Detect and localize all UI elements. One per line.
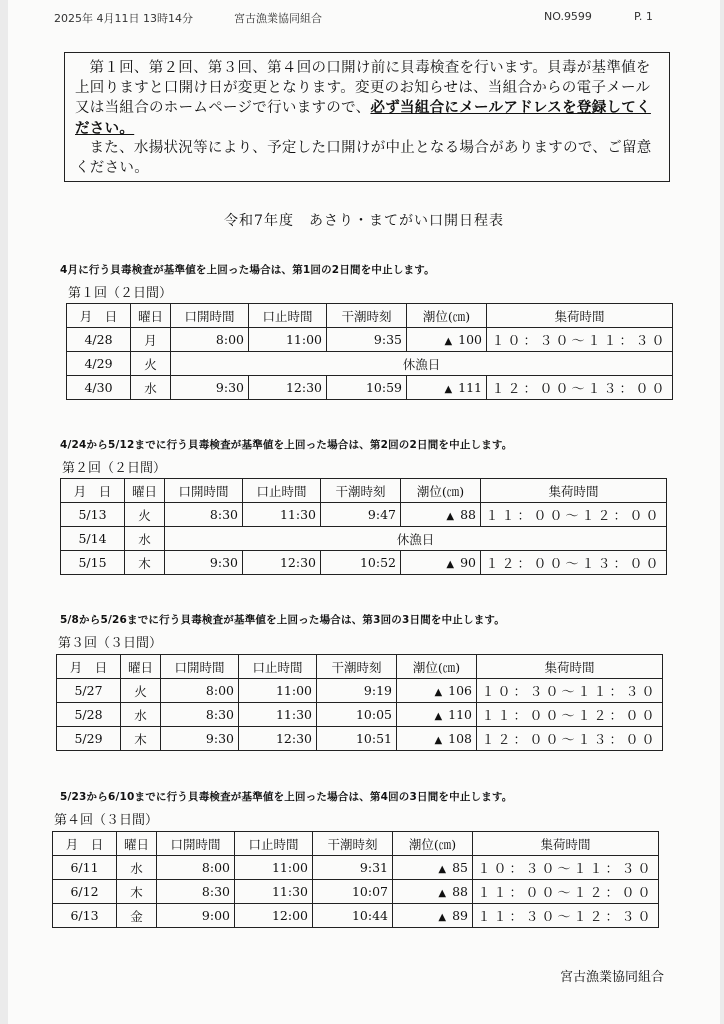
round-note: 4/24から5/12までに行う貝毒検査が基準値を上回った場合は、第2回の2日間を中止します。 (60, 439, 513, 451)
table-row (61, 527, 667, 551)
round-label: 第３回（３日間） (58, 636, 163, 651)
cell-date: 6/11 (53, 856, 117, 880)
header-tide-level: 潮位(㎝) (393, 832, 473, 856)
cell-shipping-time: １１：３０〜１２：３０ (473, 904, 659, 928)
low-tide-triangle-icon: ▲ (444, 384, 453, 395)
cell-close-time: 11:30 (239, 703, 317, 727)
header-shipping-time: 集荷時間 (481, 479, 667, 503)
cell-holiday: 休漁日 (171, 352, 673, 376)
cell-shipping-time: １０：３０〜１１：３０ (487, 328, 673, 352)
header-low-tide: 干潮時刻 (327, 304, 407, 328)
header-tide-level: 潮位(㎝) (401, 479, 481, 503)
tide-value: 90 (460, 555, 476, 570)
low-tide-triangle-icon: ▲ (438, 888, 447, 899)
cell-date: 5/29 (57, 727, 121, 751)
notice-paragraph-2: また、水揚状況等により、予定した口開けが中止となる場合がありますので、ご留意ください。 (75, 140, 652, 176)
schedule-table (52, 831, 659, 928)
cell-close-time: 12:00 (235, 904, 313, 928)
round-note: 4月に行う貝毒検査が基準値を上回った場合は、第1回の2日間を中止します。 (60, 264, 435, 276)
tide-value: 85 (452, 860, 468, 875)
cell-holiday: 休漁日 (165, 527, 667, 551)
notice-box (64, 52, 670, 182)
cell-open-time: 8:30 (165, 503, 243, 527)
cell-date: 6/12 (53, 880, 117, 904)
tide-value: 89 (452, 908, 468, 923)
cell-shipping-time: １２：００〜１３：００ (487, 376, 673, 400)
cell-shipping-time: １１：００〜１２：００ (473, 880, 659, 904)
header-low-tide: 干潮時刻 (313, 832, 393, 856)
fax-number: NO.9599 (544, 10, 592, 23)
cell-open-time: 9:30 (161, 727, 239, 751)
header-low-tide: 干潮時刻 (317, 655, 397, 679)
header-date: 月 日 (53, 832, 117, 856)
header-date: 月 日 (67, 304, 131, 328)
fax-sender: 宮古漁業協同組合 (234, 12, 322, 25)
cell-weekday: 火 (121, 679, 161, 703)
header-tide-level: 潮位(㎝) (407, 304, 487, 328)
cell-tide-level (397, 703, 477, 727)
header-weekday: 曜日 (117, 832, 157, 856)
cell-shipping-time: １２：００〜１３：００ (477, 727, 663, 751)
header-weekday: 曜日 (125, 479, 165, 503)
cell-close-time: 12:30 (243, 551, 321, 575)
low-tide-triangle-icon: ▲ (438, 864, 447, 875)
cell-close-time: 11:30 (243, 503, 321, 527)
header-close-time: 口止時間 (249, 304, 327, 328)
cell-weekday: 金 (117, 904, 157, 928)
cell-tide-level (397, 679, 477, 703)
header-shipping-time: 集荷時間 (477, 655, 663, 679)
cell-low-tide: 10:07 (313, 880, 393, 904)
cell-close-time: 11:30 (235, 880, 313, 904)
cell-open-time: 9:00 (157, 904, 235, 928)
table-row (57, 679, 663, 703)
tide-value: 111 (458, 380, 482, 395)
cell-date: 4/30 (67, 376, 131, 400)
cell-tide-level (393, 856, 473, 880)
header-date: 月 日 (61, 479, 125, 503)
cell-weekday: 月 (131, 328, 171, 352)
cell-close-time: 11:00 (235, 856, 313, 880)
table-row (67, 328, 673, 352)
cell-shipping-time: １０：３０〜１１：３０ (473, 856, 659, 880)
header-shipping-time: 集荷時間 (473, 832, 659, 856)
table-row (61, 551, 667, 575)
cell-weekday: 火 (125, 503, 165, 527)
cell-close-time: 11:00 (249, 328, 327, 352)
cell-low-tide: 10:05 (317, 703, 397, 727)
header-open-time: 口開時間 (165, 479, 243, 503)
cell-tide-level (393, 904, 473, 928)
schedule-table (60, 478, 667, 575)
header-close-time: 口止時間 (235, 832, 313, 856)
cell-low-tide: 10:59 (327, 376, 407, 400)
table-header-row (67, 304, 673, 328)
notice-emphasis: 必ず当組合にメールアドレスを登録してください。 (75, 99, 651, 137)
header-shipping-time: 集荷時間 (487, 304, 673, 328)
schedule-title: 令和7年度 あさり・まてがい口開日程表 (224, 213, 504, 229)
low-tide-triangle-icon: ▲ (434, 687, 443, 698)
header-close-time: 口止時間 (243, 479, 321, 503)
cell-open-time: 9:30 (165, 551, 243, 575)
cell-open-time: 8:00 (161, 679, 239, 703)
low-tide-triangle-icon: ▲ (446, 511, 455, 522)
header-date: 月 日 (57, 655, 121, 679)
cell-close-time: 11:00 (239, 679, 317, 703)
cell-shipping-time: １１：００〜１２：００ (481, 503, 667, 527)
low-tide-triangle-icon: ▲ (434, 711, 443, 722)
low-tide-triangle-icon: ▲ (434, 735, 443, 746)
cell-low-tide: 9:31 (313, 856, 393, 880)
cell-weekday: 木 (121, 727, 161, 751)
schedule-table (56, 654, 663, 751)
table-row (57, 727, 663, 751)
header-weekday: 曜日 (131, 304, 171, 328)
cell-date: 5/28 (57, 703, 121, 727)
cell-weekday: 水 (117, 856, 157, 880)
notice-text: 第１回、第２回、第３回、第４回の口開け前に貝毒検査を行います。貝毒が基準値を上回りますと口開け日が変更となります。変更のお知らせは、当組合からの電子メール又は当組合のホームページで行いますので、 (75, 60, 651, 116)
round-label: 第１回（２日間） (68, 286, 173, 301)
table-row (57, 703, 663, 727)
cell-shipping-time: １２：００〜１３：００ (481, 551, 667, 575)
table-row (67, 376, 673, 400)
low-tide-triangle-icon: ▲ (446, 559, 455, 570)
round-note: 5/23から6/10までに行う貝毒検査が基準値を上回った場合は、第4回の3日間を中止します。 (60, 791, 513, 803)
low-tide-triangle-icon: ▲ (444, 336, 453, 347)
cell-tide-level (401, 551, 481, 575)
cell-tide-level (397, 727, 477, 751)
header-open-time: 口開時間 (157, 832, 235, 856)
table-row (53, 904, 659, 928)
cell-shipping-time: １１：００〜１２：００ (477, 703, 663, 727)
cell-weekday: 水 (121, 703, 161, 727)
tide-value: 110 (448, 707, 472, 722)
cell-weekday: 木 (117, 880, 157, 904)
cell-low-tide: 10:51 (317, 727, 397, 751)
header-open-time: 口開時間 (171, 304, 249, 328)
cell-low-tide: 10:52 (321, 551, 401, 575)
round-label: 第２回（２日間） (62, 461, 167, 476)
cell-open-time: 8:30 (157, 880, 235, 904)
table-header-row (57, 655, 663, 679)
header-close-time: 口止時間 (239, 655, 317, 679)
cell-tide-level (401, 503, 481, 527)
header-low-tide: 干潮時刻 (321, 479, 401, 503)
fax-header (54, 10, 680, 26)
table-header-row (61, 479, 667, 503)
fax-page-number: P. 1 (634, 10, 653, 23)
table-row (53, 856, 659, 880)
cell-open-time: 9:30 (171, 376, 249, 400)
table-row (61, 503, 667, 527)
cell-weekday: 水 (131, 376, 171, 400)
cell-open-time: 8:30 (161, 703, 239, 727)
cell-date: 4/28 (67, 328, 131, 352)
cell-date: 5/14 (61, 527, 125, 551)
tide-value: 100 (458, 332, 482, 347)
tide-value: 88 (452, 884, 468, 899)
round-note: 5/8から5/26までに行う貝毒検査が基準値を上回った場合は、第3回の3日間を中止します。 (60, 614, 505, 626)
cell-weekday: 木 (125, 551, 165, 575)
cell-open-time: 8:00 (157, 856, 235, 880)
notice-paragraph-1 (75, 59, 659, 139)
fax-page (8, 0, 720, 1024)
cell-tide-level (393, 880, 473, 904)
cell-low-tide: 9:35 (327, 328, 407, 352)
cell-close-time: 12:30 (249, 376, 327, 400)
cell-date: 6/13 (53, 904, 117, 928)
footer-organization: 宮古漁業協同組合 (559, 970, 664, 985)
cell-low-tide: 9:19 (317, 679, 397, 703)
table-row (53, 880, 659, 904)
cell-weekday: 水 (125, 527, 165, 551)
cell-weekday: 火 (131, 352, 171, 376)
cell-low-tide: 9:47 (321, 503, 401, 527)
cell-date: 5/13 (61, 503, 125, 527)
cell-tide-level (407, 376, 487, 400)
cell-tide-level (407, 328, 487, 352)
round-label: 第４回（３日間） (54, 813, 159, 828)
header-tide-level: 潮位(㎝) (397, 655, 477, 679)
tide-value: 88 (460, 507, 476, 522)
table-row (67, 352, 673, 376)
cell-close-time: 12:30 (239, 727, 317, 751)
cell-open-time: 8:00 (171, 328, 249, 352)
tide-value: 106 (448, 683, 472, 698)
schedule-table (66, 303, 673, 400)
header-weekday: 曜日 (121, 655, 161, 679)
cell-shipping-time: １０：３０〜１１：３０ (477, 679, 663, 703)
cell-date: 5/27 (57, 679, 121, 703)
low-tide-triangle-icon: ▲ (438, 912, 447, 923)
cell-low-tide: 10:44 (313, 904, 393, 928)
cell-date: 4/29 (67, 352, 131, 376)
table-header-row (53, 832, 659, 856)
header-open-time: 口開時間 (161, 655, 239, 679)
tide-value: 108 (448, 731, 472, 746)
fax-datetime: 2025年 4月11日 13時14分 (54, 12, 193, 25)
cell-date: 5/15 (61, 551, 125, 575)
